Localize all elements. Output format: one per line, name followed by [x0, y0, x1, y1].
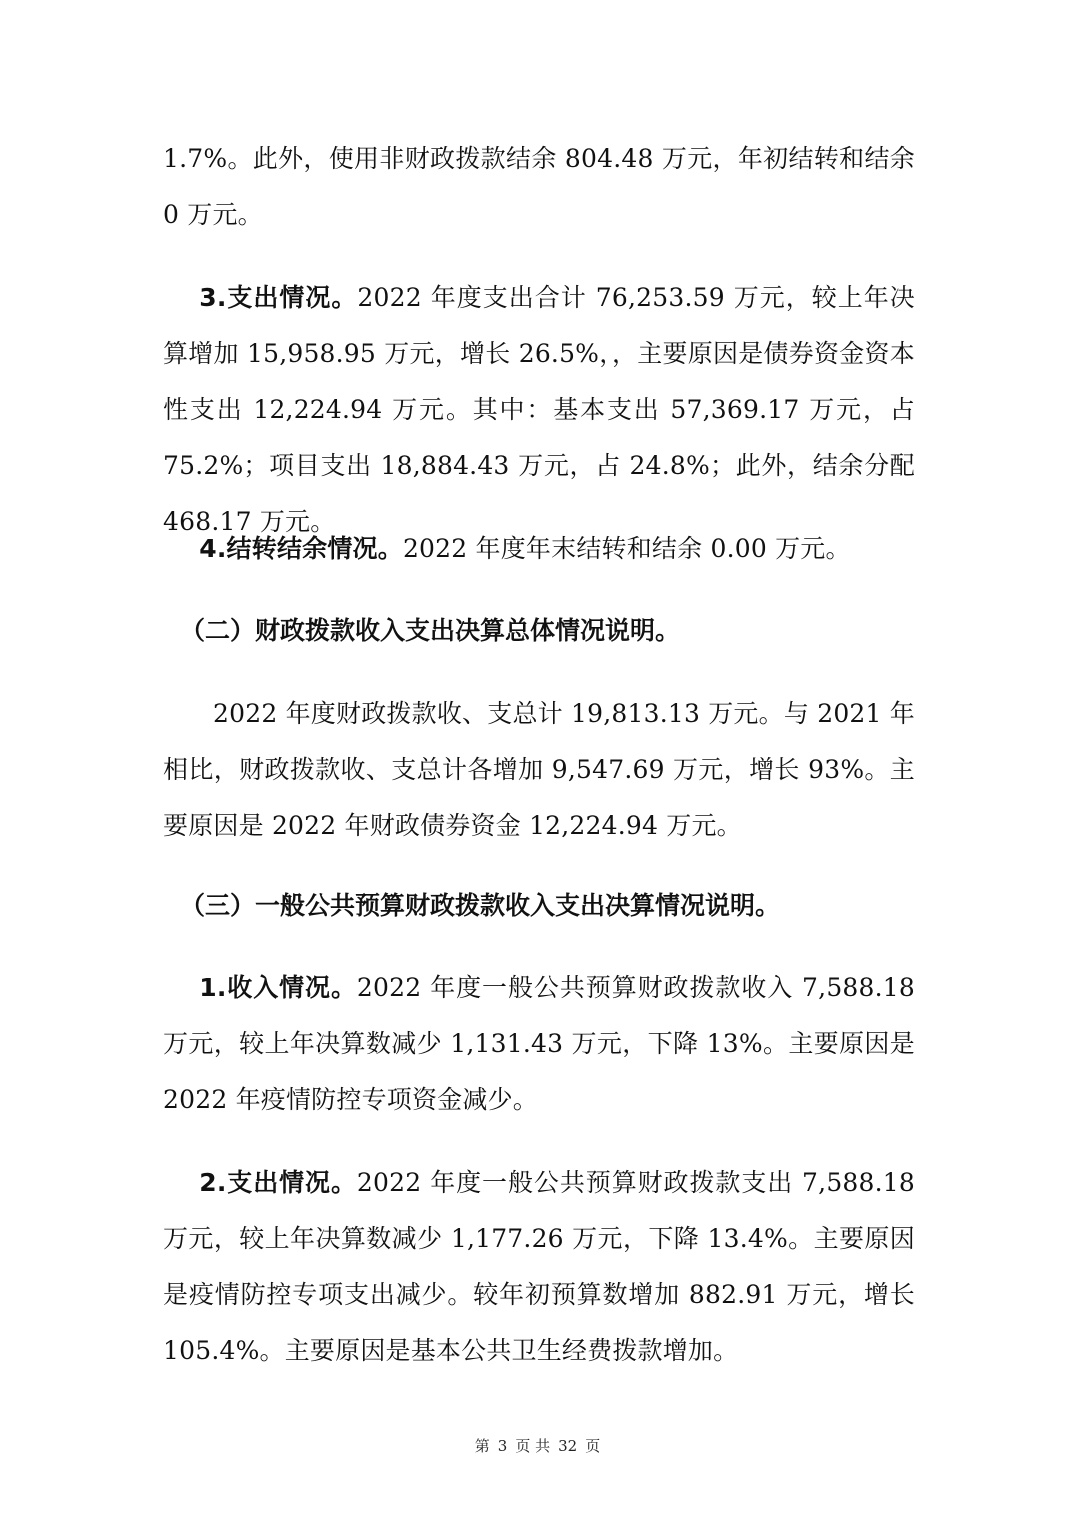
paragraph-carryover [163, 521, 915, 577]
section-lead-general-income: 1.收入情况。 [199, 973, 357, 1002]
section-lead-carryover: 4.结转结余情况。 [199, 534, 403, 563]
paragraph-expenditure [163, 270, 915, 550]
paragraph-income-continued [163, 131, 915, 243]
section-heading-3: （三）一般公共预算财政拨款收入支出决算情况说明。 [180, 891, 781, 920]
paragraph-text: 2022 年度财政拨款收、支总计 19,813.13 万元。与 2021 年相比，财政拨款收、支总计各增加 9,547.69 万元，增长 93%。主要原因是 2022 年财政债券资金 12,224.94 万元。 [163, 699, 915, 840]
paragraph-text: 2022 年度支出合计 76,253.59 万元，较上年决算增加 15,958.95 万元，增长 26.5%，，主要原因是债券资金资本性支出 12,224.94 万元。其中：基本支出 57,369.17 万元，占 75.2%；项目支出 18,884.43 万元，占 24.8%；此外，结余分配 468.17 万元。 [163, 283, 915, 536]
paragraph-text: 2022 年度一般公共预算财政拨款支出 7,588.18 万元，较上年决算数减少 1,177.26 万元，下降 13.4%。主要原因是疫情防控专项支出减少。较年初预算数增加 882.91 万元，增长 105.4%。主要原因是基本公共卫生经费拨款增加。 [163, 1168, 915, 1365]
page-number: 3 [497, 1437, 508, 1455]
paragraph-text: 1.7%。此外，使用非财政拨款结余 804.48 万元，年初结转和结余 0 万元。 [163, 144, 915, 229]
section-lead-expenditure: 3.支出情况。 [199, 283, 358, 312]
paragraph-fiscal-total [163, 686, 915, 854]
paragraph-text: 2022 年度年末结转和结余 0.00 万元。 [402, 534, 851, 563]
section-lead-general-expenditure: 2.支出情况。 [199, 1168, 357, 1197]
footer-prefix: 第 [474, 1437, 490, 1455]
section-heading-2: （二）财政拨款收入支出决算总体情况说明。 [180, 616, 681, 645]
footer-mid: 页 共 [515, 1437, 551, 1455]
page-total: 32 [558, 1437, 578, 1455]
paragraph-general-expenditure [163, 1155, 915, 1379]
footer-suffix: 页 [585, 1437, 601, 1455]
page-footer [0, 1436, 1075, 1456]
paragraph-text: 2022 年度一般公共预算财政拨款收入 7,588.18 万元，较上年决算数减少 1,131.43 万元，下降 13%。主要原因是 2022 年疫情防控专项资金减少。 [163, 973, 915, 1114]
paragraph-general-income [163, 960, 915, 1128]
